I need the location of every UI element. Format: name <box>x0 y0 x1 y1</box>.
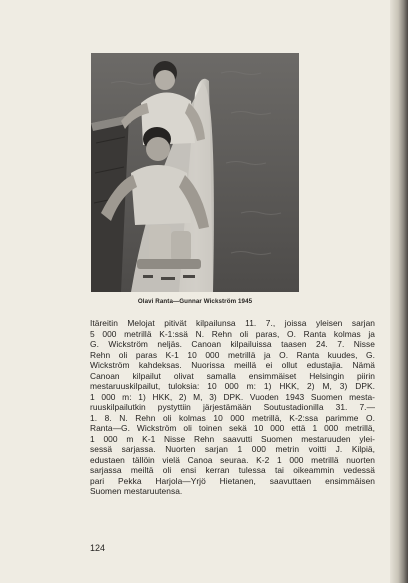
body-paragraph <box>90 318 375 497</box>
photo-canoeists <box>91 53 299 292</box>
text-line: Canoan kilpailut olivat samalla ensimmäiset Helsingin piirin <box>90 370 375 381</box>
text-line: ruuskilpailutkin pystyttiin järjestämään Soutustadionilla 31. 7.— <box>90 402 375 412</box>
text-line: 5 000 metrillä K-1:ssä N. Rehn oli paras, O. Ranta kolmas ja <box>90 328 375 339</box>
text-line: Ranta—G. Wickström oli toinen sekä 10 000 että 1 000 metrillä, <box>90 423 375 433</box>
text-line: edustaen tällöin vielä Canoa seuraa. K-2 1 000 metrillä nuorten <box>90 454 375 465</box>
text-line: sarjassa meiltä oli ensi kerran tulessa tai oikeammin vedessä <box>90 465 375 475</box>
book-spine-shadow <box>390 0 408 583</box>
page-number: 124 <box>90 543 106 553</box>
text-line: pari Pekka Harjola—Yrjö Hietanen, saavuttaen ensimmäisen <box>90 475 375 486</box>
text-line: 1. 8. N. Rehn oli kolmas 10 000 metrillä, K-2:ssa parimme O. <box>90 412 375 423</box>
text-line: sessä sarjassa. Nuorten sarjan 1 000 metrin voitti J. Kilpiä, <box>90 444 375 454</box>
text-line: 1 000 m: 1) HKK, 2) M, 3) DPK. Vuoden 1943 Suomen mesta- <box>90 391 375 402</box>
text-line: Itäreitin Melojat pitivät kilpailunsa 11. 7., joissa yleisen sarjan <box>90 318 375 328</box>
text-line: Suomen mestaruutensa. <box>90 486 183 496</box>
text-line: Rehn oli paras K-1 10 000 metrillä ja O. Ranta kuudes, G. <box>90 349 375 360</box>
photo-canoeists-image <box>91 53 299 292</box>
text-line: 1 000 m K-1 Nisse Rehn saavutti Suomen mestaruuden ylei- <box>90 433 375 444</box>
text-line: mestaruuskilpailut, tuloksia: 10 000 m: 1) HKK, 2) M, 3) DPK. <box>90 381 375 391</box>
photo-caption: Olavi Ranta—Gunnar Wickström 1945 <box>137 298 253 305</box>
text-line: Wickström kahdeksas. Nuorissa meillä ei ollut edustajia. Nämä <box>90 360 375 370</box>
text-line: G. Wickström neljäs. Canoan kilpailuissa taasen 24. 7. Nisse <box>90 339 375 349</box>
